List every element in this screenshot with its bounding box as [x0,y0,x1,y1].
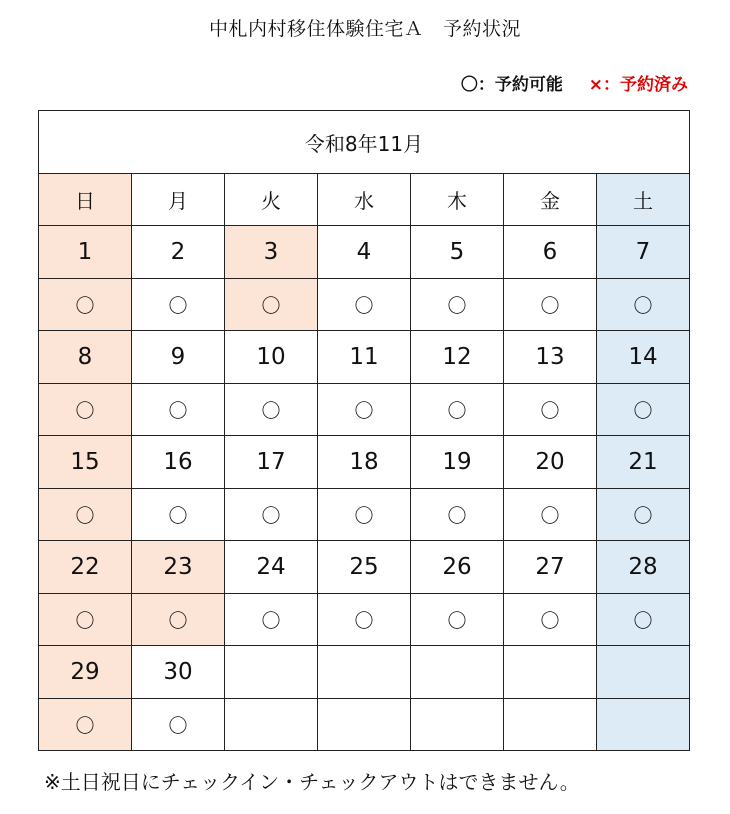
empty-cell [318,646,411,699]
date-cell: 29 [39,646,132,699]
date-cell: 27 [504,541,597,594]
date-cell: 8 [39,331,132,384]
date-cell: 12 [411,331,504,384]
week-2-dates [39,331,690,384]
weekday-sunday: 日 [39,174,132,226]
status-cell: 〇 [132,699,225,751]
legend-available: 〇：予約可能 [460,75,563,95]
date-cell: 9 [132,331,225,384]
status-cell: 〇 [597,594,690,646]
status-cell: 〇 [411,384,504,436]
status-cell: 〇 [318,489,411,541]
status-cell: 〇 [504,279,597,331]
status-cell: 〇 [225,384,318,436]
status-cell: 〇 [597,279,690,331]
week-3-dates [39,436,690,489]
legend-booked: ×：予約済み [588,75,688,95]
date-cell: 11 [318,331,411,384]
date-cell: 15 [39,436,132,489]
date-cell: 5 [411,226,504,279]
status-cell: 〇 [504,594,597,646]
month-header-row [39,111,690,174]
status-cell: 〇 [318,279,411,331]
week-1-status [39,279,690,331]
date-cell: 10 [225,331,318,384]
weekday-thursday: 木 [411,174,504,226]
empty-cell [597,646,690,699]
date-cell: 17 [225,436,318,489]
date-cell: 14 [597,331,690,384]
weekday-friday: 金 [504,174,597,226]
status-cell: 〇 [225,279,318,331]
date-cell: 19 [411,436,504,489]
date-cell-holiday: 3 [225,226,318,279]
empty-cell [597,699,690,751]
date-cell: 1 [39,226,132,279]
status-cell: 〇 [39,489,132,541]
week-5-status [39,699,690,751]
date-cell: 20 [504,436,597,489]
status-cell: 〇 [411,279,504,331]
status-cell: 〇 [132,279,225,331]
legend [461,70,688,95]
weekday-monday: 月 [132,174,225,226]
empty-cell [411,646,504,699]
date-cell: 28 [597,541,690,594]
date-cell: 7 [597,226,690,279]
week-4-dates [39,541,690,594]
status-cell: 〇 [225,594,318,646]
status-cell: 〇 [318,384,411,436]
status-cell: 〇 [39,699,132,751]
status-cell: 〇 [39,384,132,436]
status-cell: 〇 [132,384,225,436]
date-cell: 6 [504,226,597,279]
status-cell: 〇 [504,384,597,436]
empty-cell [318,699,411,751]
reservation-calendar [38,110,690,751]
date-cell: 4 [318,226,411,279]
date-cell: 22 [39,541,132,594]
empty-cell [225,646,318,699]
status-cell: 〇 [597,384,690,436]
status-cell: 〇 [318,594,411,646]
status-cell: 〇 [411,594,504,646]
status-cell: 〇 [597,489,690,541]
status-cell: 〇 [225,489,318,541]
week-4-status [39,594,690,646]
date-cell: 13 [504,331,597,384]
month-label: 令和8年11月 [39,111,690,174]
date-cell: 18 [318,436,411,489]
status-cell: 〇 [39,594,132,646]
date-cell: 2 [132,226,225,279]
page-title: 中札内村移住体験住宅Ａ 予約状況 [208,18,521,40]
empty-cell [504,646,597,699]
date-cell: 24 [225,541,318,594]
status-cell: 〇 [411,489,504,541]
week-2-status [39,384,690,436]
date-cell: 30 [132,646,225,699]
weekday-tuesday: 火 [225,174,318,226]
date-cell: 25 [318,541,411,594]
date-cell: 21 [597,436,690,489]
empty-cell [411,699,504,751]
status-cell: 〇 [132,594,225,646]
empty-cell [504,699,597,751]
date-cell: 16 [132,436,225,489]
weekday-row [39,174,690,226]
empty-cell [225,699,318,751]
status-cell: 〇 [504,489,597,541]
week-5-dates [39,646,690,699]
weekday-wednesday: 水 [318,174,411,226]
weekday-saturday: 土 [597,174,690,226]
week-3-status [39,489,690,541]
date-cell: 26 [411,541,504,594]
week-1-dates [39,226,690,279]
date-cell-holiday: 23 [132,541,225,594]
footnote: ※土日祝日にチェックイン・チェックアウトはできません。 [44,770,580,794]
status-cell: 〇 [132,489,225,541]
status-cell: 〇 [39,279,132,331]
